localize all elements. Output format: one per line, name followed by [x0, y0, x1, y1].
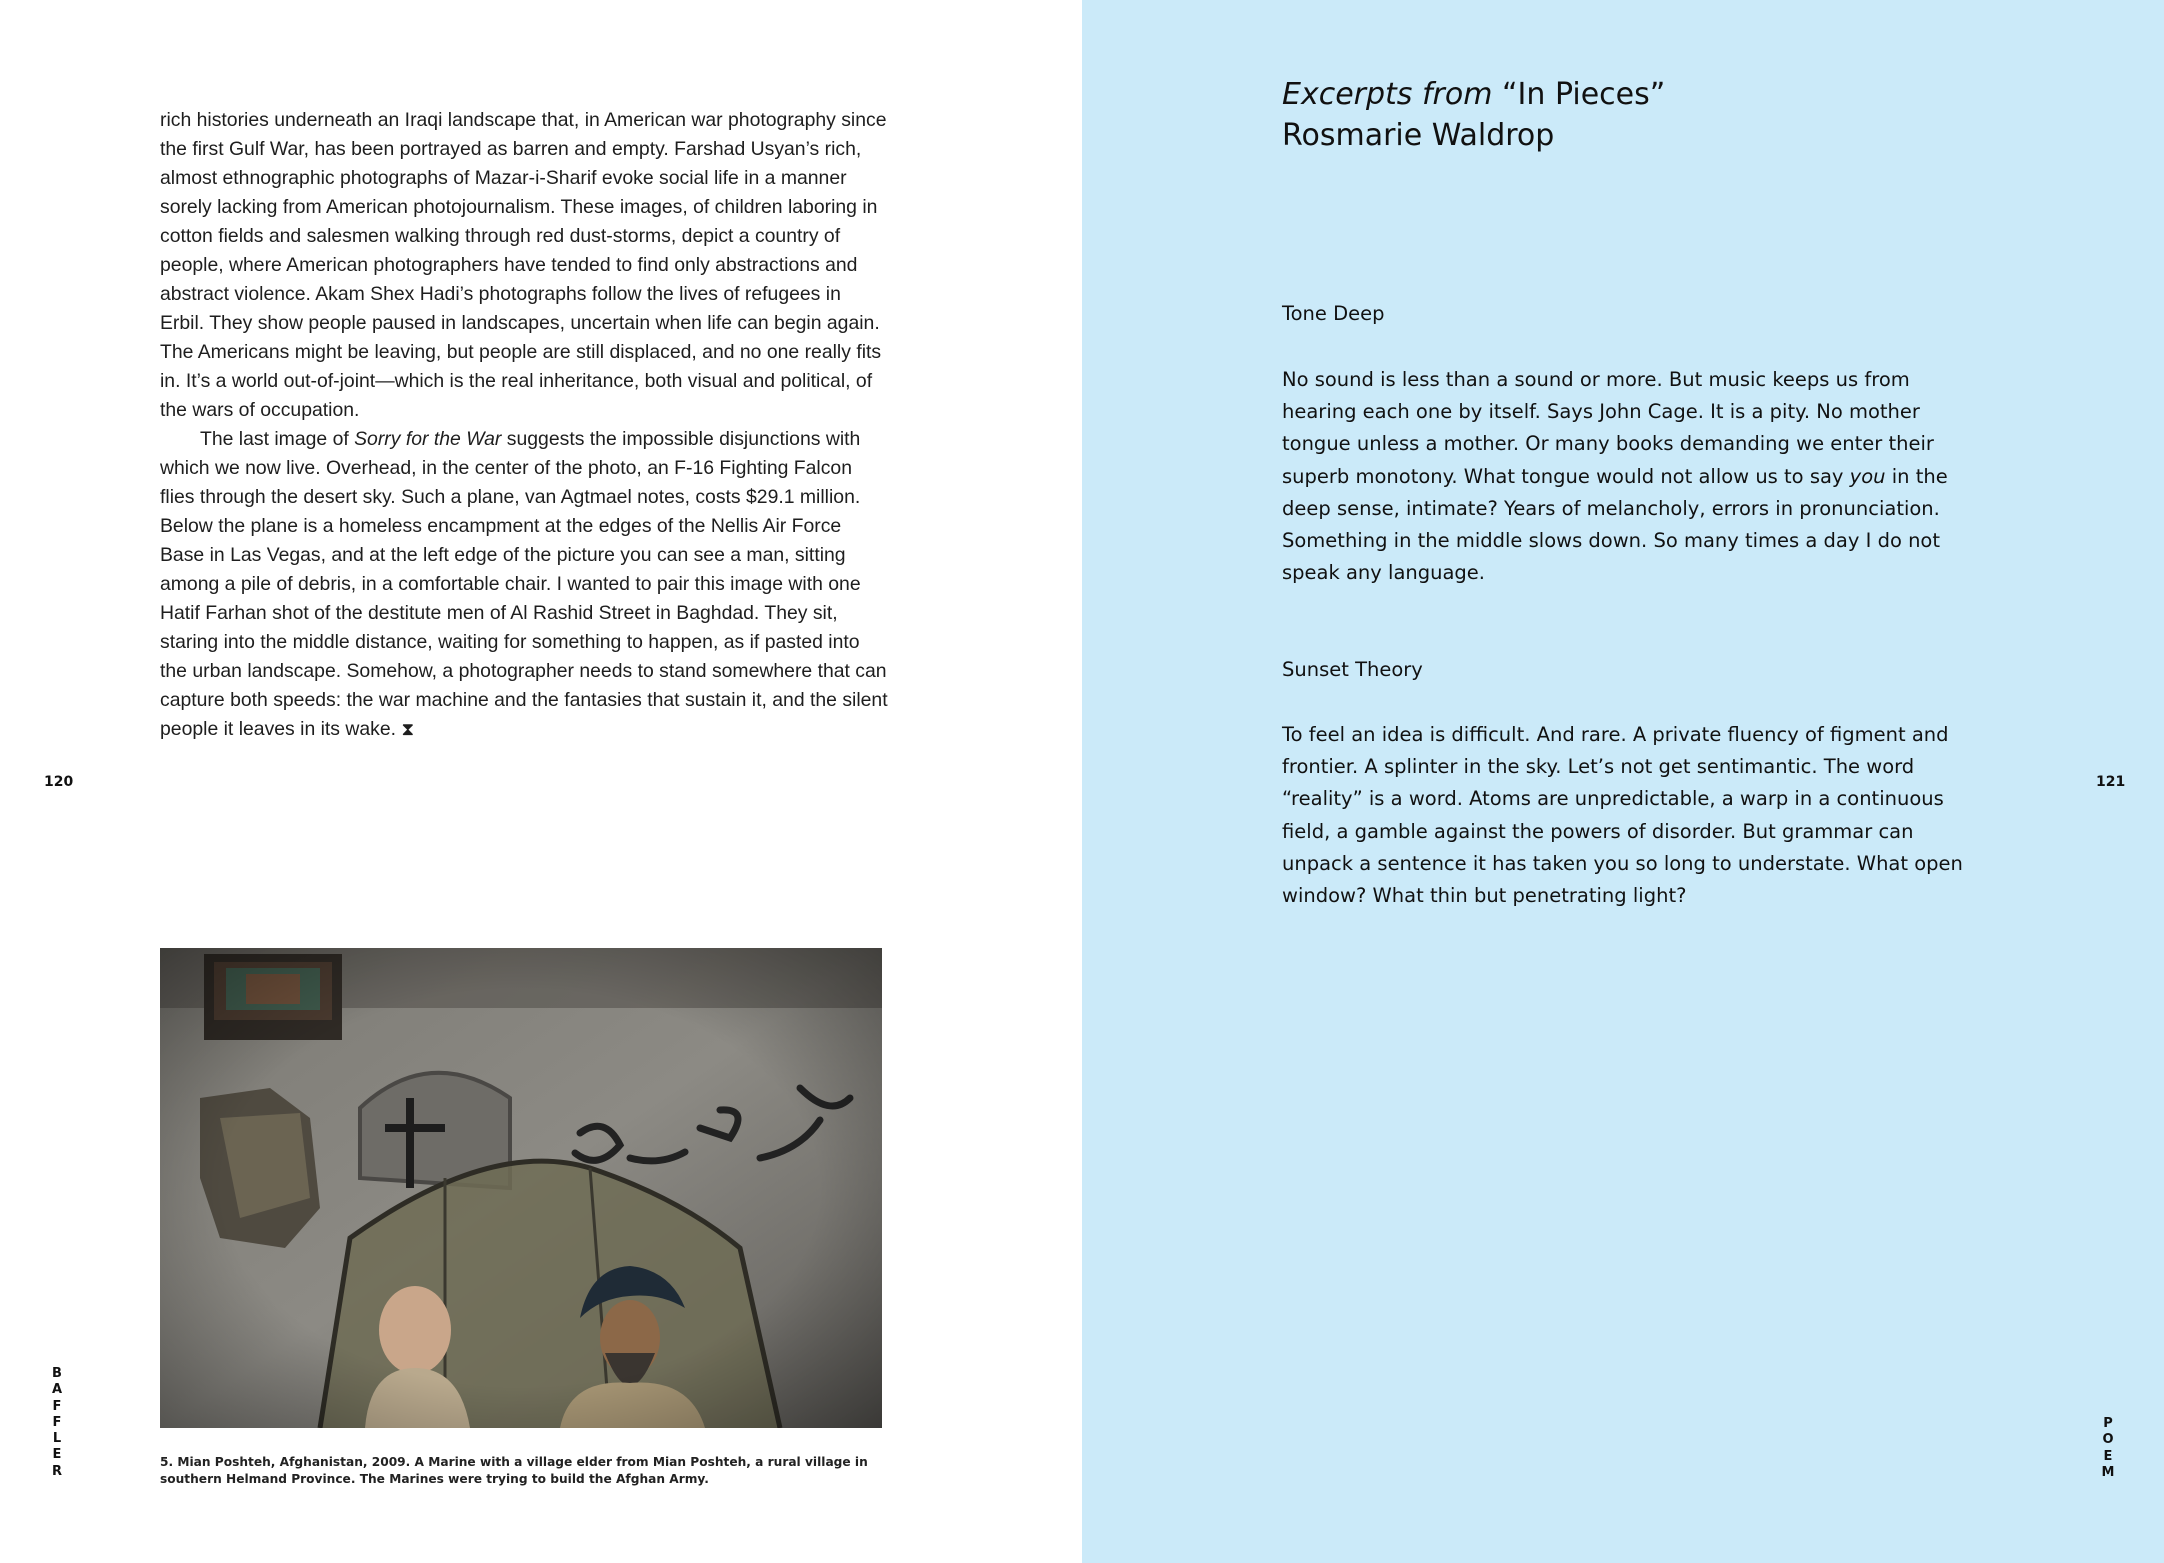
magazine-spine-label: [50, 1366, 64, 1480]
article-paragraph-2: [160, 425, 890, 744]
poem-1-text-after: in the deep sense, intimate? Years of melancholy, errors in pronunciation. Something in the middle slows down. So many times a day I do not speak any language.: [1282, 464, 1948, 585]
section-letter: M: [2101, 1464, 2115, 1480]
spine-letter: A: [51, 1382, 63, 1398]
photo-book-title: Sorry for the War: [354, 428, 502, 450]
spine-letter: F: [52, 1414, 62, 1430]
section-letter: O: [2102, 1432, 2114, 1448]
poem-text-sunset-theory: To feel an idea is difficult. And rare. A private fluency of figment and frontier. A splinter in the sky. Let’s not get sentimantic. The word “reality” is a word. Atoms are unpredictable, a warp in a continuous field, a gamble against the powers of disorder. But grammar can unpack a sentence it has taken you so long to understate. What open window? What thin but penetrating light?: [1282, 723, 1963, 908]
poem-title: [1282, 74, 1665, 156]
article-body: [160, 106, 890, 744]
spine-letter: R: [51, 1463, 62, 1479]
paragraph-2-text-after: suggests the impossible disjunctions with which we now live. Overhead, in the center of the photo, an F-16 Fighting Falcon flies through the desert sky. Such a plane, van Agtmael notes, costs $29.1 million. Below the plane is a homeless encampment at the edges of the Nellis Air Force Base in Las Vegas, and at the left edge of the picture you can see a man, sitting among a pile of debris, in a comfortable chair. I wanted to pair this image with one Hatif Farhan shot of the destitute men of Al Rashid Street in Baghdad. They sit, staring into the middle distance, waiting for something to happen, as if pasted into the urban landscape. Somehow, a photographer needs to stand somewhere that can capture both speeds: the war machine and the fantasies that sustain it, and the silent people it leaves in its wake.: [160, 428, 888, 740]
poem-1-text-before: No sound is less than a sound or more. But music keeps us from hearing each one by itself. Says John Cage. It is a pity. No mother tongue unless a mother. Or many books demanding we enter their superb monotony. What tongue would not allow us to say: [1282, 368, 1934, 488]
poem-author: Rosmarie Waldrop: [1282, 118, 1555, 153]
section-label: [2101, 1416, 2115, 1481]
poem-text-tone-deep: [1282, 364, 1982, 589]
poem-heading-sunset-theory: Sunset Theory: [1282, 658, 1423, 681]
spine-letter: L: [52, 1431, 62, 1447]
end-mark-icon: ⧗: [401, 719, 415, 739]
photo-caption: 5. Mian Poshteh, Afghanistan, 2009. A Marine with a village elder from Mian Poshteh, a rural village in southern Helmand Province. The Marines were trying to build the Afghan Army.: [160, 1455, 868, 1486]
poem-heading-tone-deep: Tone Deep: [1282, 302, 1385, 325]
title-quoted: “In Pieces”: [1502, 77, 1666, 112]
section-letter: P: [2103, 1416, 2113, 1431]
poem-1-emphasis: you: [1849, 464, 1886, 488]
title-prefix: Excerpts from: [1282, 77, 1493, 112]
spine-letter: F: [52, 1398, 62, 1414]
article-photo: [160, 948, 882, 1428]
page-number-right: 121: [2096, 774, 2126, 790]
page-number-left: 120: [44, 774, 74, 790]
section-letter: E: [2103, 1448, 2113, 1464]
spine-letter: B: [52, 1366, 62, 1381]
paragraph-2-text-before: The last image of: [200, 428, 355, 450]
spine-letter: E: [52, 1447, 62, 1463]
article-paragraph-1: rich histories underneath an Iraqi landscape that, in American war photography since the first Gulf War, has been portrayed as barren and empty. Farshad Usyan’s rich, almost ethnographic photographs of Mazar-i-Sharif evoke social life in a manner sorely lacking from American photojournalism. These images, of children laboring in cotton fields and salesmen walking through red dust-storms, depict a country of people, where American photographers have tended to find only abstractions and abstract violence. Akam Shex Hadi’s photographs follow the lives of refugees in Erbil. They show people paused in landscapes, uncertain when life can begin again. The Americans might be leaving, but people are still displaced, and no one really fits in. It’s a world out-of-joint—which is the real inheritance, both visual and political, of the wars of occupation.: [160, 109, 887, 421]
marine-and-elder-photo: [160, 948, 882, 1428]
